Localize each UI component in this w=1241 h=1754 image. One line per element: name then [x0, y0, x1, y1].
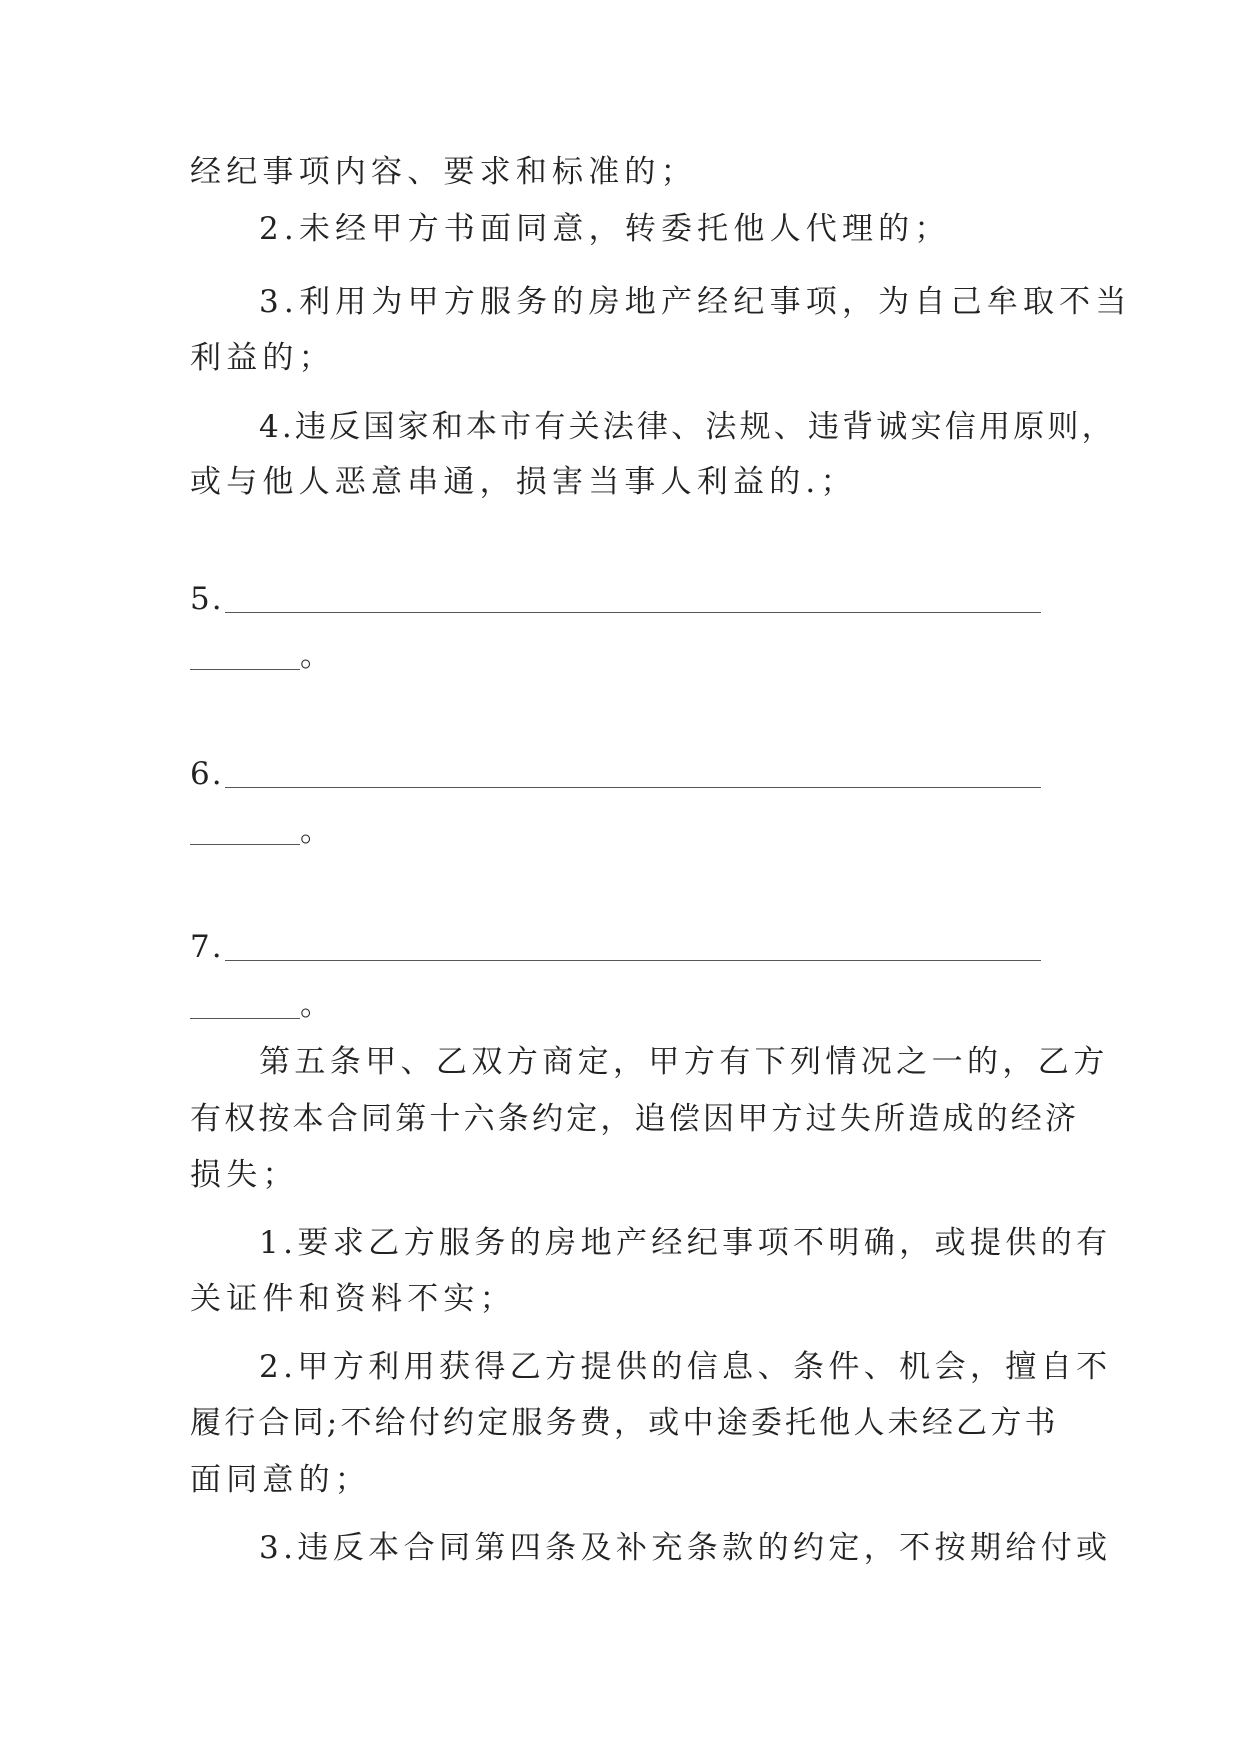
text-line: 经纪事项内容、要求和标准的； [190, 154, 697, 190]
text-line: 有权按本合同第十六条约定，追偿因甲方过失所造成的经济 [190, 1101, 1080, 1137]
text-line: 损失； [190, 1157, 299, 1193]
text-line: 面同意的； [190, 1462, 371, 1498]
text-line: 履行合同;不给付约定服务费，或中途委托他人未经乙方书 [190, 1405, 1059, 1441]
article-5-clause-2: 2.甲方利用获得乙方提供的信息、条件、机会，擅自不 [259, 1349, 1112, 1385]
blank-item-6 [0, 752, 1241, 796]
fill-in-line [225, 787, 1041, 788]
fill-in-line [225, 612, 1041, 613]
article-5-heading: 第五条甲、乙双方商定，甲方有下列情况之一的，乙方 [259, 1044, 1109, 1080]
blank-item-6-continued [0, 809, 1241, 853]
period-mark: 。 [300, 987, 331, 1023]
text-line: 关证件和资料不实； [190, 1281, 516, 1317]
blank-item-5-continued [0, 634, 1241, 678]
blank-item-number: 7. [190, 929, 224, 965]
article-5-clause-1: 1.要求乙方服务的房地产经纪事项不明确，或提供的有 [259, 1225, 1112, 1261]
blank-item-5 [0, 577, 1241, 621]
fill-in-line [225, 960, 1041, 961]
period-mark: 。 [300, 638, 331, 674]
blank-item-number: 5. [190, 581, 224, 617]
fill-in-line [190, 1018, 300, 1019]
clause-3-continued: 利益的； [190, 340, 335, 376]
clause-4-continued: 或与他人恶意串通，损害当事人利益的.； [190, 464, 857, 500]
article-5-clause-3: 3.违反本合同第四条及补充条款的约定，不按期给付或 [259, 1530, 1112, 1566]
clause-2: 2.未经甲方书面同意，转委托他人代理的； [259, 211, 951, 247]
blank-item-number: 6. [190, 756, 224, 792]
clause-4: 4.违反国家和本市有关法律、法规、违背诚实信用原则， [259, 409, 1116, 445]
period-mark: 。 [300, 813, 331, 849]
blank-item-7-continued [0, 983, 1241, 1027]
blank-item-7 [0, 925, 1241, 969]
fill-in-line [190, 844, 300, 845]
fill-in-line [190, 669, 300, 670]
clause-3: 3.利用为甲方服务的房地产经纪事项，为自己牟取不当 [259, 284, 1132, 320]
